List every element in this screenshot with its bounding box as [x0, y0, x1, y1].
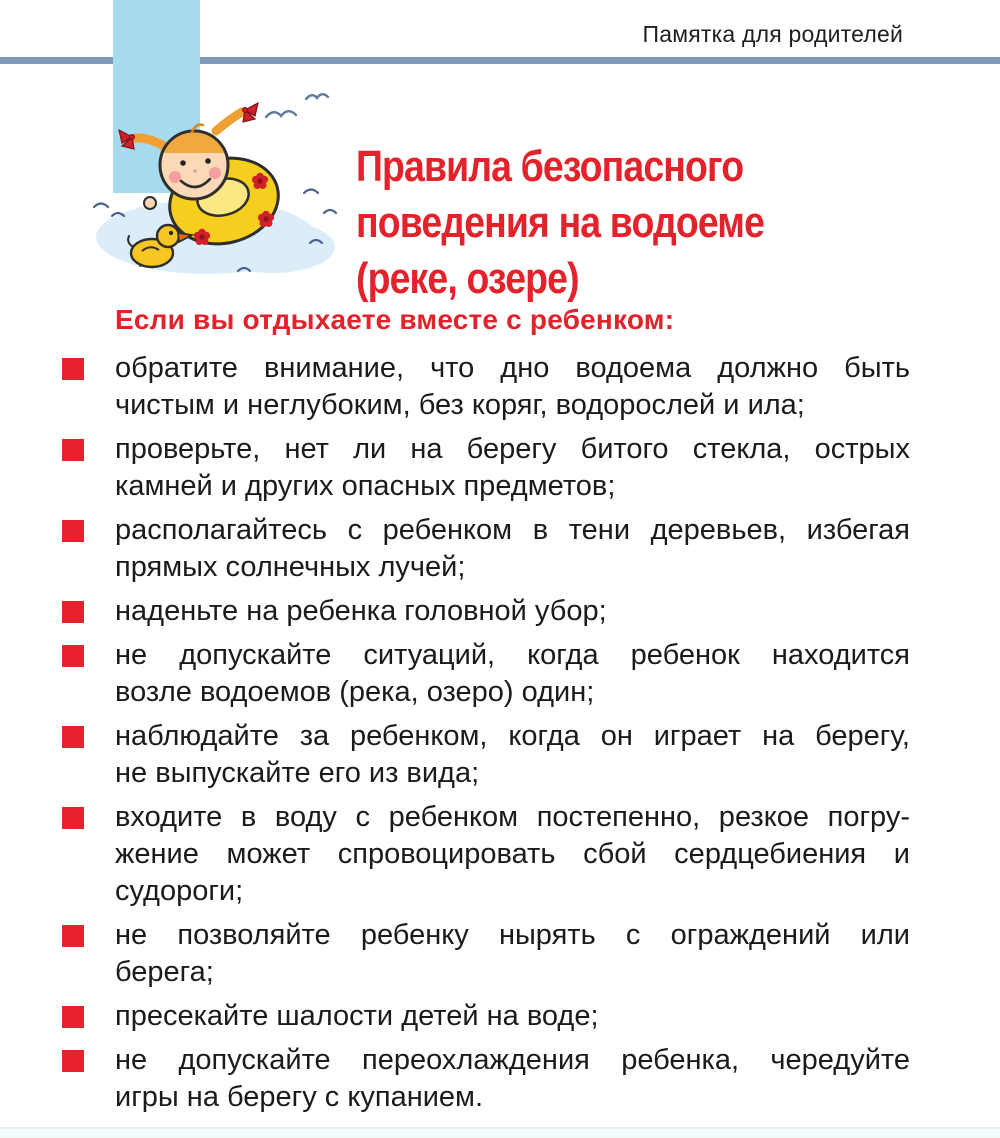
bottom-divider — [0, 1127, 1000, 1138]
list-item-text: пресекайте шалости детей на воде; — [115, 1000, 599, 1032]
list-item-text: располагайтесь с ребенком в тени деревьев, избегая прямых солнечных лучей; — [115, 514, 910, 583]
title-line-1: Правила безопасного — [356, 142, 744, 192]
list-item-text: не допускайте ситуаций, когда ребенок находится возле водоемов (река, озеро) один; — [115, 639, 910, 708]
hair-bow-left — [119, 130, 134, 149]
title-line-2: поведения на водоеме — [356, 198, 765, 248]
bullet-square-icon — [62, 520, 84, 542]
swimming-child-illustration-svg — [88, 85, 353, 285]
list-item-text: не позволяйте ребенку нырять с ограждений или берега; — [115, 919, 910, 988]
list-item — [62, 512, 910, 586]
pigtail-right — [216, 112, 242, 131]
bullet-square-icon — [62, 439, 84, 461]
seagull-icon — [266, 94, 328, 117]
bullet-square-icon — [62, 601, 84, 623]
list-item — [62, 718, 910, 792]
list-item — [62, 350, 910, 424]
hair-bow-right — [243, 103, 258, 122]
list-item — [62, 998, 910, 1035]
bullet-square-icon — [62, 807, 84, 829]
bullet-square-icon — [62, 645, 84, 667]
section-subtitle: Если вы отдыхаете вместе с ребенком: — [115, 304, 675, 335]
list-item-text: входите в воду с ребенком постепенно, резкое погру- жение может спровоцировать сбой сердцебиения и судороги; — [115, 801, 910, 907]
bullet-square-icon — [62, 925, 84, 947]
list-item-text: не допускайте переохлаждения ребенка, чередуйте игры на берегу с купанием. — [115, 1044, 910, 1113]
list-item — [62, 917, 910, 991]
title-line-3: (реке, озере) — [356, 254, 579, 304]
list-item-text: обратите внимание, что дно водоема должно быть чистым и неглубоким, без коряг, водорослей и ила; — [115, 352, 910, 421]
list-item — [62, 593, 910, 630]
list-item-text: проверьте, нет ли на берегу битого стекла, острых камней и других опасных предметов; — [115, 433, 910, 502]
list-item — [62, 431, 910, 505]
child-hand — [144, 197, 156, 209]
pigtail-left — [135, 138, 166, 147]
bullet-square-icon — [62, 1050, 84, 1072]
page-title — [356, 139, 836, 307]
memo-content — [0, 300, 1000, 1123]
bullet-square-icon — [62, 358, 84, 380]
bullet-square-icon — [62, 726, 84, 748]
rules-list — [62, 350, 910, 1116]
list-item — [62, 637, 910, 711]
list-item-text: наблюдайте за ребенком, когда он играет на берегу, не выпускайте его из вида; — [115, 720, 910, 789]
list-item — [62, 1042, 910, 1116]
list-item-text: наденьте на ребенка головной убор; — [115, 595, 607, 627]
list-item — [62, 799, 910, 910]
bullet-square-icon — [62, 1006, 84, 1028]
page-header-label: Памятка для родителей — [642, 21, 903, 47]
swimming-child-illustration — [88, 85, 353, 285]
